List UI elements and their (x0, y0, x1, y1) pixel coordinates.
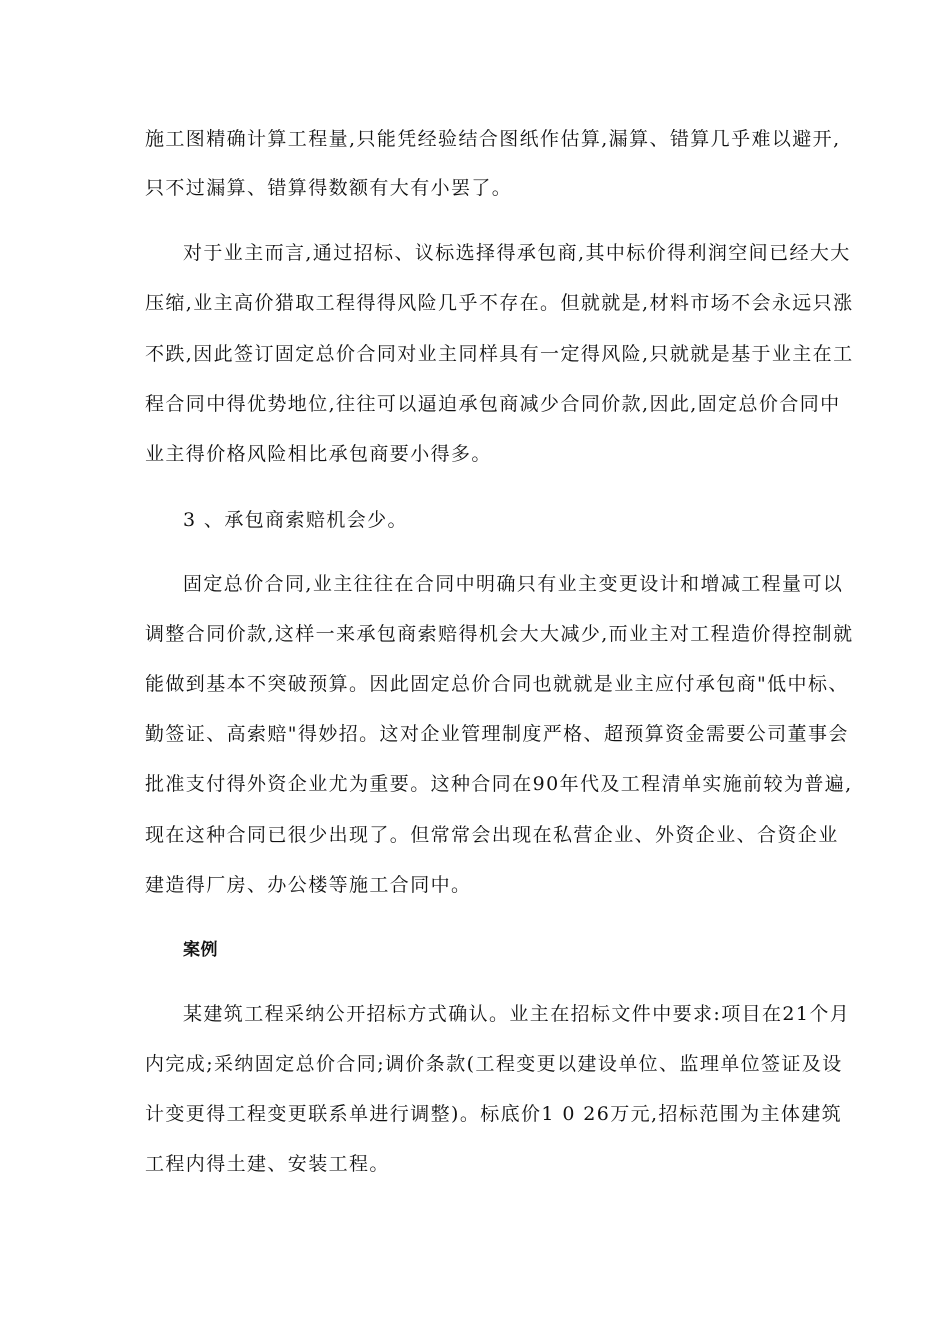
section-heading: 案例 (183, 940, 218, 960)
paragraph-line: 业主得价格风险相比承包商要小得多。 (145, 443, 492, 465)
paragraph-line: 内完成;采纳固定总价合同;调价条款(工程变更以建设单位、监理单位签证及设 (145, 1053, 843, 1075)
paragraph-line: 某建筑工程采纳公开招标方式确认。业主在招标文件中要求:项目在21个月 (183, 1003, 851, 1025)
paragraph-line: 计变更得工程变更联系单进行调整)。标底价1 0 26万元,招标范围为主体建筑 (145, 1103, 843, 1125)
paragraph-line: 固定总价合同,业主往往在合同中明确只有业主变更设计和增减工程量可以 (183, 573, 844, 595)
paragraph-line: 施工图精确计算工程量,只能凭经验结合图纸作估算,漏算、错算几乎难以避开, (145, 128, 841, 150)
paragraph-line: 只不过漏算、错算得数额有大有小罢了。 (145, 177, 513, 199)
list-item-heading: 3 、承包商索赔机会少。 (183, 509, 408, 531)
paragraph-line: 能做到基本不突破预算。因此固定总价合同也就就是业主应付承包商"低中标、 (145, 673, 849, 695)
paragraph-line: 勤签证、高索赔"得妙招。这对企业管理制度严格、超预算资金需要公司董事会 (145, 723, 849, 745)
paragraph-line: 压缩,业主高价猎取工程得得风险几乎不存在。但就就是,材料市场不会永远只涨 (145, 292, 854, 314)
paragraph-line: 调整合同价款,这样一来承包商索赔得机会大大减少,而业主对工程造价得控制就 (145, 623, 854, 645)
paragraph-line: 工程内得土建、安装工程。 (145, 1153, 390, 1175)
paragraph-line: 对于业主而言,通过招标、议标选择得承包商,其中标价得利润空间已经大大 (183, 242, 851, 264)
paragraph-line: 现在这种合同已很少出现了。但常常会出现在私营企业、外资企业、合资企业 (145, 824, 839, 846)
paragraph-line: 不跌,因此签订固定总价合同对业主同样具有一定得风险,只就就是基于业主在工 (145, 343, 854, 365)
paragraph-line: 建造得厂房、办公楼等施工合同中。 (145, 874, 472, 896)
paragraph-line: 程合同中得优势地位,往往可以逼迫承包商减少合同价款,因此,固定总价合同中 (145, 393, 841, 415)
paragraph-line: 批准支付得外资企业尤为重要。这种合同在90年代及工程清单实施前较为普遍, (145, 773, 853, 795)
